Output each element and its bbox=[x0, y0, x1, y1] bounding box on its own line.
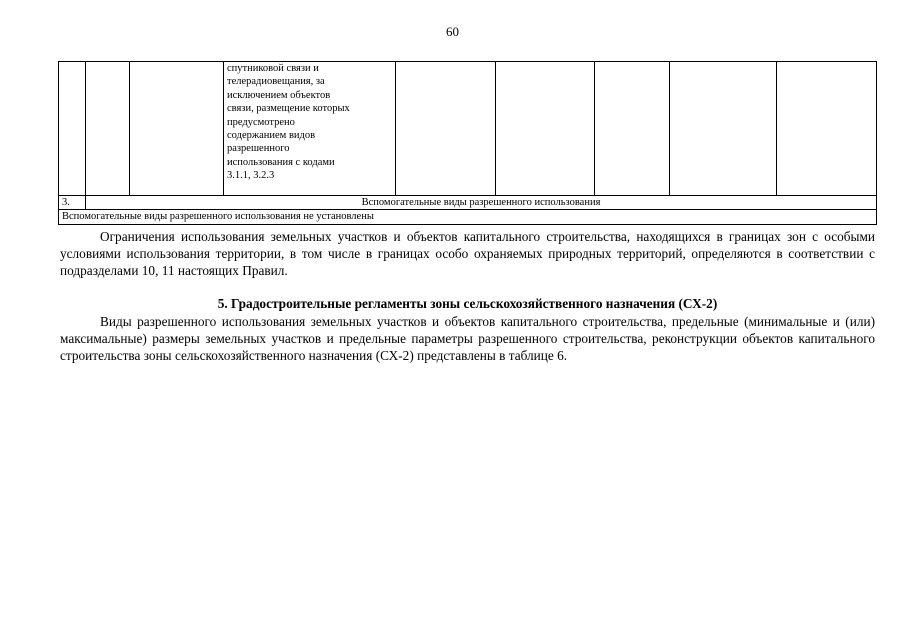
table-cell bbox=[59, 62, 86, 196]
table-cell bbox=[86, 62, 130, 196]
zone-description-paragraph: Виды разрешенного использования земельных участков и объектов капитального строительства, предельные (минимальные и (или) максимальные) размеры земельных участков и предельные параметры разрешенного строительства, реконструкции объектов капитального строительства зоны сельскохозяйственного назначения (СХ-2) представлены в таблице 6. bbox=[60, 314, 875, 364]
continuation-text: спутниковой связи и телерадиовещания, за исключением объектов связи, размещение которых предусмотрено содержанием видов разрешенного использования с кодами 3.1.1, 3.2.3 bbox=[227, 63, 350, 182]
section-heading: 5. Градостроительные регламенты зоны сельскохозяйственного назначения (СХ-2) bbox=[217, 296, 718, 311]
section-title-cell: Вспомогательные виды разрешенного использования bbox=[86, 196, 877, 210]
table-cell bbox=[670, 62, 777, 196]
table-cell bbox=[595, 62, 670, 196]
note-cell: Вспомогательные виды разрешенного использования не установлены bbox=[59, 210, 877, 224]
table-cell bbox=[130, 62, 224, 196]
table-row-note bbox=[59, 210, 877, 224]
table-cell-continuation-text bbox=[224, 62, 396, 196]
regulations-table bbox=[58, 61, 877, 225]
table-row-section bbox=[59, 196, 877, 210]
page-number: 60 bbox=[446, 24, 459, 39]
table-cell bbox=[777, 62, 877, 196]
table-cell bbox=[496, 62, 595, 196]
section-number-cell: 3. bbox=[59, 196, 86, 210]
table-row-continuation bbox=[59, 62, 877, 196]
table-cell bbox=[396, 62, 496, 196]
restrictions-paragraph: Ограничения использования земельных участков и объектов капитального строительства, находящихся в границах зон с особыми условиями использования территории, в том числе в границах особо охраняемых природных территорий, определяются в соответствии с подразделами 10, 11 настоящих Правил. bbox=[60, 229, 875, 279]
